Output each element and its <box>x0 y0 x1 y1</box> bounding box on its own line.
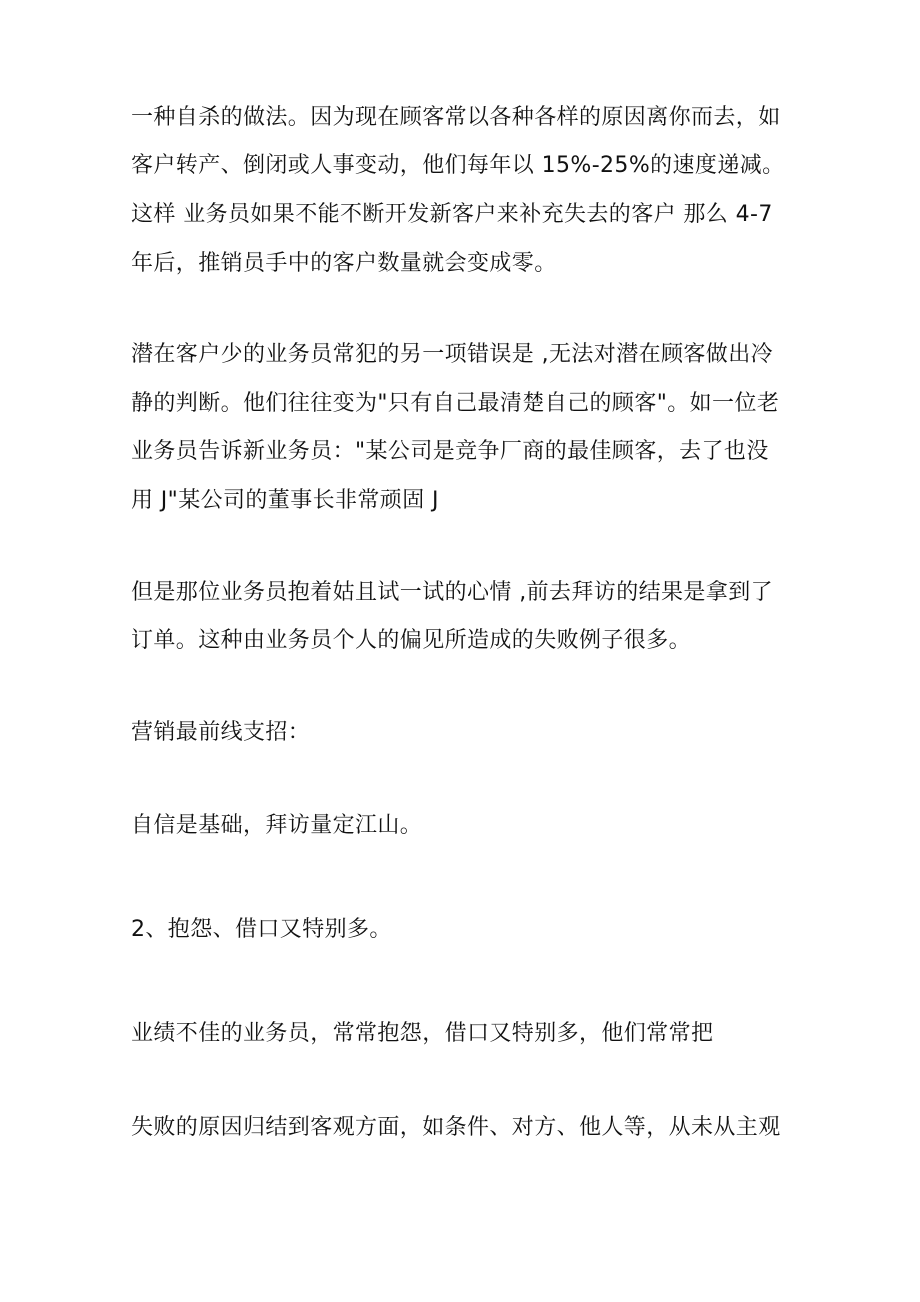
paragraph-2-line-1: 潜在客户少的业务员常犯的另一项错误是 ,无法对潜在顾客做出冷 <box>131 342 773 367</box>
paragraph-2-line-3: 业务员告诉新业务员："某公司是竞争厂商的最佳顾客，去了也没 <box>131 439 769 464</box>
paragraph-2-line-2: 静的判断。他们往往变为"只有自己最清楚自己的顾客"。如一位老 <box>131 391 780 416</box>
section-heading-tips: 营销最前线支招： <box>131 720 311 745</box>
paragraph-7-line-1: 业绩不佳的业务员，常常抱怨，借口又特别多，他们常常把 <box>131 1021 714 1046</box>
paragraph-3-line-1: 但是那位业务员抱着姑且试一试的心情 ,前去拜访的结果是拿到了 <box>131 580 773 605</box>
paragraph-8-line-1: 失败的原因归结到客观方面，如条件、对方、他人等，从未从主观 <box>131 1115 781 1140</box>
paragraph-2-line-4: 用 J"某公司的董事长非常顽固 J <box>131 488 439 513</box>
paragraph-tip: 自信是基础，拜访量定江山。 <box>131 813 423 838</box>
paragraph-3-line-2: 订单。这种由业务员个人的偏见所造成的失败例子很多。 <box>131 628 692 653</box>
paragraph-1-line-2: 客户转产、倒闭或人事变动，他们每年以 15%-25%的速度递减。 <box>131 153 785 178</box>
paragraph-1-line-3: 这样 业务员如果不能不断开发新客户来补充失去的客户 那么 4-7 <box>131 202 773 227</box>
paragraph-1-line-4: 年后，推销员手中的客户数量就会变成零。 <box>131 251 557 276</box>
paragraph-1-line-1: 一种自杀的做法。因为现在顾客常以各种各样的原因离你而去，如 <box>131 105 781 130</box>
section-heading-2: 2、抱怨、借口又特别多。 <box>131 917 392 942</box>
